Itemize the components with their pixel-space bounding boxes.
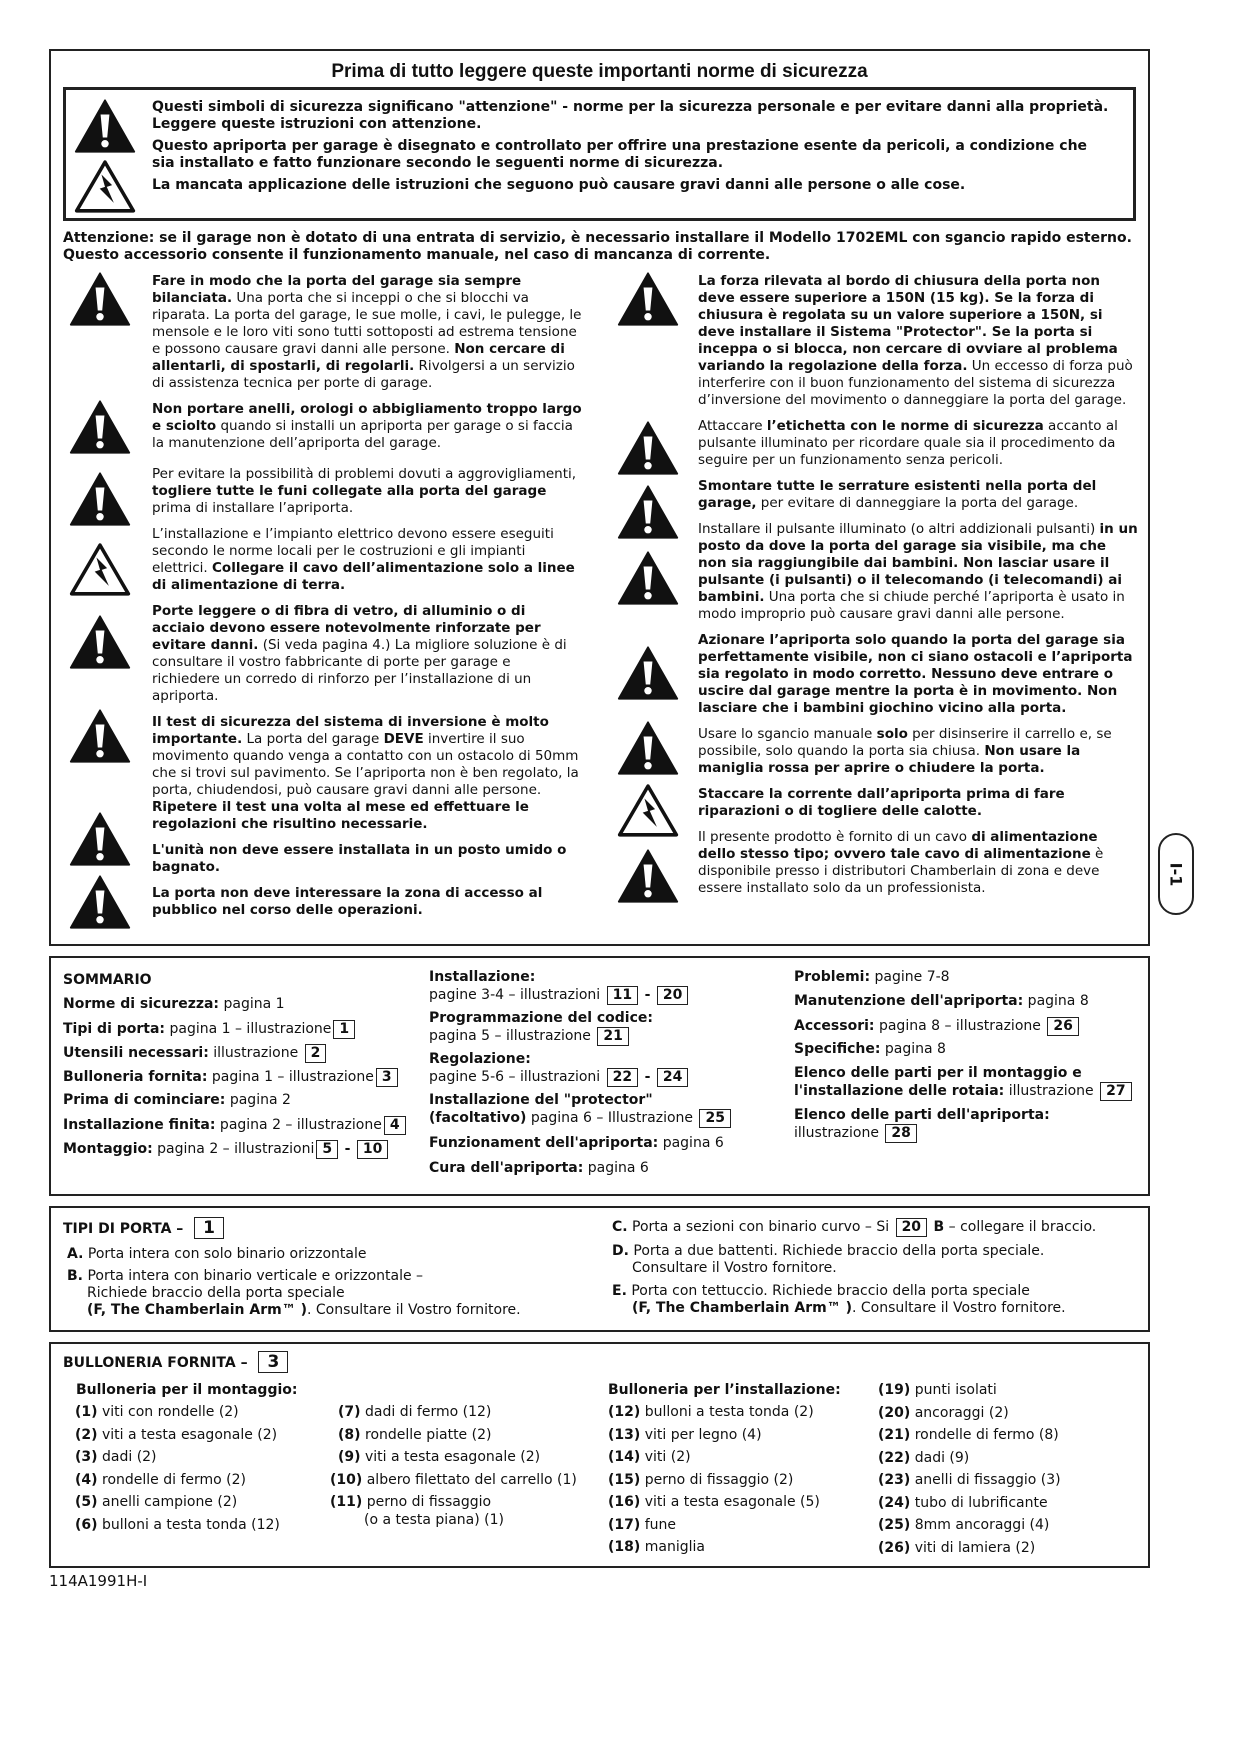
sommario-title: SOMMARIO <box>63 972 152 988</box>
illustration-number: 3 <box>376 1068 398 1087</box>
toc-entry[interactable]: Bulloneria fornita: pagina 1 – illustrazione 3 <box>63 1068 423 1092</box>
hardware-item: (17) fune <box>608 1516 677 1533</box>
hardware-item: (5) anelli campione (2) <box>75 1494 238 1510</box>
illustration-number: 21 <box>597 1027 628 1046</box>
warning-icon <box>69 811 131 867</box>
safety-left-item: L'unità non deve essere installata in un posto umido o bagnato. <box>152 842 567 875</box>
illustration-number: 11 <box>607 986 638 1005</box>
hardware-item: (24) tubo di lubrificante <box>878 1494 1048 1511</box>
illustration-number: 27 <box>1100 1082 1131 1101</box>
safety-left-column <box>152 273 582 928</box>
hardware-item: (8) rondelle piatte (2) <box>338 1426 492 1443</box>
hardware-item: (7) dadi di fermo (12) <box>338 1404 492 1420</box>
door-type-e: E. Porta con tettuccio. Richiede braccio della porta speciale (F, The Chamberlain Arm™ ). Consultare il Vostro fornitore. <box>612 1283 1066 1316</box>
toc-entry[interactable]: Tipi di porta: pagina 1 – illustrazione 1 <box>63 1020 423 1044</box>
safety-intro-box <box>63 87 1136 221</box>
intro-line-2: Questo apriporta per garage è disegnato e controllato per offrire una prestazione esente da pericoli, a condizione che sia installato e fatto funzionare secondo le seguenti norme di sicurezza. <box>152 138 1088 171</box>
hardware-item: (4) rondelle di fermo (2) <box>75 1471 246 1488</box>
hardware-item: (12) bulloni a testa tonda (2) <box>608 1404 814 1420</box>
safety-right-item: La forza rilevata al bordo di chiusura della porta non deve essere superiore a 150N (15 kg). Se la forza di chiusura è regolata su un valore superiore a 150N, si deve installare il Sistema "Protector". Se la porta si inceppa o si blocca, non cercare di ovviare al problema variando la regolazione della forza. Un eccesso di forza può interferire con il buon funzionamento del sistema di sicurezza d’inversione del movimento o danneggiare la porta del garage. <box>698 273 1133 408</box>
safety-right-column <box>698 273 1138 906</box>
safety-left-item: La porta non deve interessare la zona di accesso al pubblico nel corso delle operazioni. <box>152 885 543 918</box>
hardware-item: (14) viti (2) <box>608 1449 691 1465</box>
hardware-item: (3) dadi (2) <box>75 1449 157 1465</box>
door-types-title: TIPI DI PORTA – 1 <box>63 1217 226 1240</box>
safety-left-item: Non portare anelli, orologi o abbigliamento troppo largo e sciolto quando si installi un apriporta per garage o si faccia la manutenzione dell’apriporta del garage. <box>152 401 582 451</box>
hardware-item: (16) viti a testa esagonale (5) <box>608 1494 820 1510</box>
intro-line-3: La mancata applicazione delle istruzioni che seguono può causare gravi danni alle persone o alle cose. <box>152 177 966 193</box>
illustration-number: 4 <box>384 1116 406 1135</box>
door-types-right <box>612 1218 1142 1317</box>
toc-entry[interactable]: Installazione del "protector" (facoltativo) pagina 6 – Illustrazione 25 <box>429 1092 769 1128</box>
safety-left-item: Per evitare la possibilità di problemi dovuti a aggrovigliamenti, togliere tutte le funi collegate alla porta del garage prima di installare l’apriporta. <box>152 466 577 516</box>
illustration-number: 10 <box>357 1140 388 1159</box>
warning-icon <box>69 399 131 455</box>
page-tab <box>1158 833 1194 915</box>
door-type-a: A. Porta intera con solo binario orizzontale <box>67 1246 367 1262</box>
toc-entry[interactable]: Regolazione: pagine 5-6 – illustrazioni 22 - 24 <box>429 1051 769 1087</box>
door-type-d: D. Porta a due battenti. Richiede braccio della porta speciale. Consultare il Vostro fornitore. <box>612 1243 1045 1276</box>
safety-right-item: Installare il pulsante illuminato (o altri addizionali pulsanti) in un posto da dove la porta del garage sia visibile, ma che non sia raggiungibile dai bambini. Non lasciar usare il pulsante (i pulsanti) o il telecomando (i telecomandi) ai bambini. Una porta che si chiude perché l’apriporta è usato in modo improprio può causare gravi danni alle persone. <box>698 521 1138 622</box>
safety-right-item: Attaccare l’etichetta con le norme di sicurezza accanto al pulsante illuminato per ricordare quale sia il procedimento da seguire per un funzionamento senza pericoli. <box>698 418 1118 468</box>
hardware-item: (10) albero filettato del carrello (1) <box>330 1471 577 1488</box>
hardware-item: (22) dadi (9) <box>878 1449 970 1466</box>
hardware-item: (19) punti isolati <box>878 1382 997 1398</box>
warning-icon <box>74 98 136 154</box>
hardware-item: (15) perno di fissaggio (2) <box>608 1471 794 1488</box>
toc-entry[interactable]: Specifiche: pagina 8 <box>794 1041 946 1057</box>
warning-icon <box>69 271 131 327</box>
hardware-item: (18) maniglia <box>608 1539 705 1555</box>
toc-entry[interactable]: Elenco delle parti per il montaggio e l'installazione delle rotaia: illustrazione 27 <box>794 1065 1134 1101</box>
safety-right-item: Smontare tutte le serrature esistenti nella porta del garage, per evitare di danneggiare la porta del garage. <box>698 478 1097 511</box>
warning-icon <box>617 550 679 606</box>
hardware-item: (11) perno di fissaggio <box>330 1494 492 1510</box>
hardware-install-heading: Bulloneria per l’installazione: <box>608 1382 841 1398</box>
sommario-col-2 <box>429 969 769 1177</box>
safety-left-item: L’installazione e l’impianto elettrico devono essere eseguiti secondo le norme locali per le costruzioni e gli impianti elettrici. Collegare il cavo dell’alimentazione solo a linee di alimentazione di terra. <box>152 526 575 593</box>
electric-hazard-icon <box>617 782 679 838</box>
page-number: I-1 <box>1166 862 1186 886</box>
illustration-number: 1 <box>333 1020 355 1039</box>
toc-entry[interactable]: Installazione finita: pagina 2 – illustrazione 4 <box>63 1116 423 1140</box>
toc-entry[interactable]: Elenco delle parti dell'apriporta: illustrazione 28 <box>794 1107 1050 1141</box>
hardware-item: (6) bulloni a testa tonda (12) <box>75 1516 280 1533</box>
toc-entry[interactable]: Accessori: pagina 8 – illustrazione 26 <box>794 1017 1144 1041</box>
illustration-number: 22 <box>607 1068 638 1087</box>
hardware-section <box>49 1342 1150 1568</box>
hardware-item: (13) viti per legno (4) <box>608 1426 762 1443</box>
toc-entry[interactable]: Funzionament dell'apriporta: pagina 6 <box>429 1135 724 1151</box>
warning-icon <box>69 471 131 527</box>
door-types-left <box>67 1246 537 1319</box>
safety-section <box>49 49 1150 946</box>
hardware-mount-heading: Bulloneria per il montaggio: <box>76 1382 298 1398</box>
hardware-item: (9) viti a testa esagonale (2) <box>338 1449 541 1465</box>
attention-note: Attenzione: se il garage non è dotato di una entrata di servizio, è necessario installare il Modello 1702EML con sgancio rapido esterno. Questo accessorio consente il funzionamento manuale, nel caso di mancanza di corrente. <box>63 230 1132 263</box>
illustration-number: 20 <box>896 1218 927 1237</box>
warning-icon <box>617 484 679 540</box>
sommario-col-3 <box>794 969 1144 1143</box>
illustration-number: 28 <box>885 1124 916 1143</box>
warning-icon <box>617 848 679 904</box>
hardware-item: (26) viti di lamiera (2) <box>878 1539 1036 1556</box>
door-type-c: C. Porta a sezioni con binario curvo – Si 20 B – collegare il braccio. <box>612 1219 1097 1235</box>
warning-icon <box>617 271 679 327</box>
intro-line-1: Questi simboli di sicurezza significano "attenzione" - norme per la sicurezza personale e per evitare danni alla proprietà. Leggere queste istruzioni con attenzione. <box>152 99 1109 132</box>
illustration-number: 2 <box>305 1044 327 1063</box>
hardware-item: (2) viti a testa esagonale (2) <box>75 1426 278 1443</box>
toc-entry[interactable]: Utensili necessari: illustrazione 2 <box>63 1044 423 1068</box>
hardware-item-cont: (o a testa piana) (1) <box>364 1512 504 1528</box>
document-code: 114A1991H-I <box>49 1572 148 1590</box>
safety-right-item: Staccare la corrente dall’apriporta prima di fare riparazioni o di togliere delle calotte. <box>698 786 1065 819</box>
illustration-number: 25 <box>699 1109 730 1128</box>
safety-right-item: Il presente prodotto è fornito di un cavo di alimentazione dello stesso tipo; ovvero tale cavo di alimentazione è disponibile presso i distributori Chamberlain di zona e deve essere installato solo da un professionista. <box>698 829 1104 896</box>
hardware-col-1 <box>75 1404 280 1539</box>
warning-icon <box>69 614 131 670</box>
hardware-item: (21) rondelle di fermo (8) <box>878 1427 1059 1443</box>
illustration-number: 20 <box>657 986 688 1005</box>
warning-icon <box>617 420 679 476</box>
electric-hazard-icon <box>69 541 131 597</box>
door-types-section <box>49 1206 1150 1332</box>
warning-icon <box>617 720 679 776</box>
toc-entry[interactable]: Programmazione del codice: pagina 5 – illustrazione 21 <box>429 1010 653 1044</box>
hardware-item: (20) ancoraggi (2) <box>878 1404 1009 1421</box>
hardware-item: (1) viti con rondelle (2) <box>75 1404 239 1420</box>
safety-left-item: Fare in modo che la porta del garage sia sempre bilanciata. Una porta che si inceppi o che si blocchi va riparata. La porta del garage, le sue molle, i cavi, le pulegge, le mensole e le loro viti sono tutti sottoposti ad estrema tensione e possono causare gravi danni alle persone. Non cercare di allentarli, di spostarli, di regolarli. Rivolgersi a un servizio di assistenza tecnica per porte di garage. <box>152 273 582 391</box>
safety-right-item: Azionare l’apriporta solo quando la porta del garage sia perfettamente visibile, non ci siano ostacoli e l’apriporta sia regolato in modo corretto. Nessuno deve entrare o uscire dal garage mentre la porta è in movimento. Non lasciare che i bambini giochino vicino alla porta. <box>698 632 1133 716</box>
hardware-item: (25) 8mm ancoraggi (4) <box>878 1517 1050 1533</box>
illustration-number: 1 <box>194 1217 224 1239</box>
hardware-col-2 <box>330 1404 577 1529</box>
illustration-number: 5 <box>316 1140 338 1159</box>
warning-icon <box>69 874 131 930</box>
safety-right-item: Usare lo sgancio manuale solo per disinserire il carrello e, se possibile, solo quando la porta sia chiusa. Non usare la maniglia rossa per aprire o chiudere la porta. <box>698 726 1112 776</box>
warning-icon <box>617 645 679 701</box>
electric-hazard-icon <box>74 158 136 214</box>
hardware-col-4 <box>878 1382 1061 1562</box>
door-type-b: B. Porta intera con binario verticale e orizzontale – Richiede braccio della porta speciale (F, The Chamberlain Arm™ ). Consultare il Vostro fornitore. <box>67 1268 521 1318</box>
toc-entry[interactable]: Prima di cominciare: pagina 2 <box>63 1092 291 1108</box>
illustration-number: 3 <box>258 1351 288 1373</box>
toc-entry[interactable]: Norme di sicurezza: pagina 1 <box>63 996 285 1012</box>
illustration-number: 24 <box>657 1068 688 1087</box>
safety-title: Prima di tutto leggere queste importanti norme di sicurezza <box>331 61 868 82</box>
safety-left-item: Porte leggere o di fibra di vetro, di alluminio o di acciaio devono essere notevolmente rinforzate per evitare danni. (Si veda pagina 4.) La migliore soluzione è di consultare il vostro fabbricante di porte per garage e richiedere un corredo di rinforzo per l’installazione di un apriporta. <box>152 603 567 704</box>
toc-entry[interactable]: Problemi: pagine 7-8 <box>794 969 950 985</box>
illustration-number: 26 <box>1047 1017 1078 1036</box>
toc-entry[interactable]: Montaggio: pagina 2 – illustrazioni 5 - 10 <box>63 1140 423 1164</box>
warning-icon <box>69 708 131 764</box>
sommario-col-1 <box>63 996 423 1164</box>
sommario-section <box>49 956 1150 1196</box>
toc-entry[interactable]: Cura dell'apriporta: pagina 6 <box>429 1160 649 1176</box>
safety-left-item: Il test di sicurezza del sistema di inversione è molto importante. La porta del garage DEVE invertire il suo movimento quando venga a contatto con un ostacolo di 50mm che si trovi sul pavimento. Se l’apriporta non è ben regolato, la porta, chiudendosi, può causare gravi danni alle persone. Ripetere il test una volta al mese ed effettuare le regolazioni che risultino necessarie. <box>152 714 579 832</box>
hardware-col-3 <box>608 1404 820 1562</box>
toc-entry[interactable]: Manutenzione dell'apriporta: pagina 8 <box>794 993 1089 1009</box>
hardware-item: (23) anelli di fissaggio (3) <box>878 1472 1061 1488</box>
toc-entry[interactable]: Installazione: pagine 3-4 – illustrazioni 11 - 20 <box>429 969 769 1005</box>
hardware-title: BULLONERIA FORNITA – 3 <box>63 1351 290 1374</box>
